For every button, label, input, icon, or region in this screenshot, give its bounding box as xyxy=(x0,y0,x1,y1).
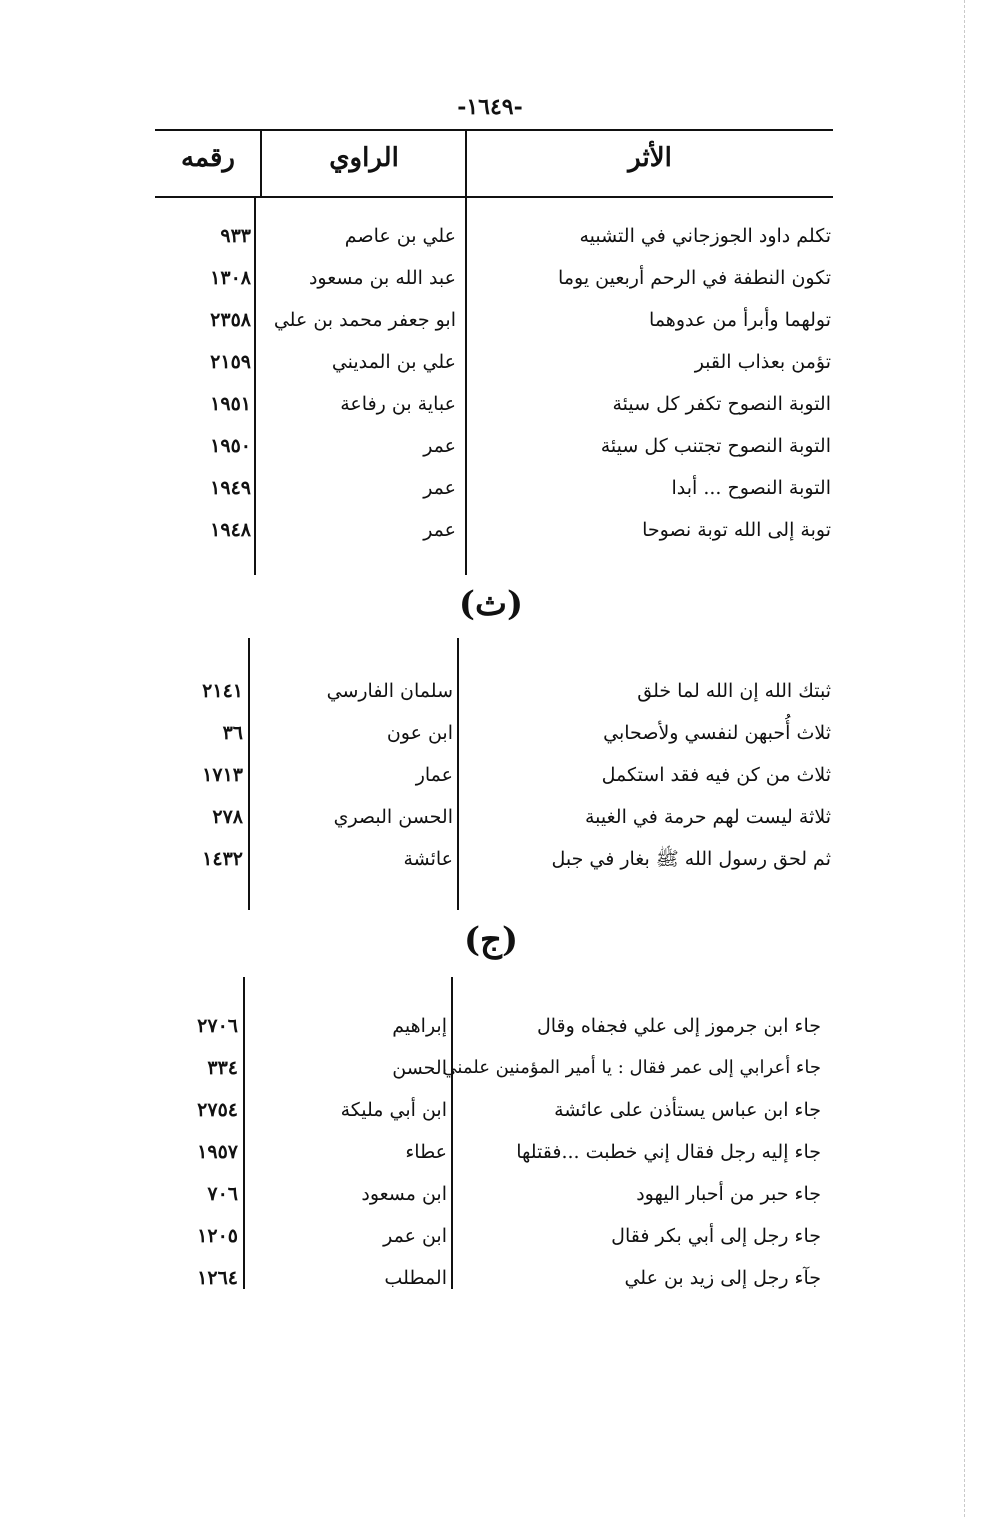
athar-text: جاء حبر من أحبار اليهود xyxy=(636,1183,821,1205)
header-number: رقمه xyxy=(181,143,235,173)
table-row xyxy=(0,1174,983,1214)
page-number: -١٦٤٩- xyxy=(457,94,523,120)
rawi-name: عمار xyxy=(415,764,453,786)
entry-number: ٢١٤١ xyxy=(202,680,243,702)
header-divider-1 xyxy=(465,129,467,197)
table-row xyxy=(0,384,983,424)
rawi-name: عبد الله بن مسعود xyxy=(308,267,456,289)
rawi-name: الحسن البصري xyxy=(333,806,453,828)
athar-text: ثلاث من كن فيه فقد استكمل xyxy=(601,764,831,786)
entry-number: ٧٠٦ xyxy=(207,1183,238,1205)
table-row xyxy=(0,216,983,256)
rawi-name: عمر xyxy=(423,519,456,541)
entry-number: ١٢٠٥ xyxy=(197,1225,238,1247)
rawi-name: الحسن xyxy=(392,1057,447,1079)
table-row xyxy=(0,713,983,753)
table-row xyxy=(0,755,983,795)
table-row xyxy=(0,468,983,508)
table-row xyxy=(0,510,983,550)
athar-text: ثم لحق رسول الله ﷺ بغار في جبل xyxy=(551,848,831,870)
table-row xyxy=(0,839,983,879)
section-letter-tha: (ث) xyxy=(458,584,524,624)
athar-text: ثلاث أُحبهن لنفسي ولأصحابي xyxy=(603,722,831,744)
entry-number: ١٣٠٨ xyxy=(210,267,251,289)
entry-number: ٢٣٥٨ xyxy=(210,309,251,331)
rawi-name: ابن عون xyxy=(386,722,453,744)
table-row xyxy=(0,258,983,298)
athar-text: التوبة النصوح تجتنب كل سيئة xyxy=(600,435,831,457)
athar-text: ثبتك الله إن الله لما خلق xyxy=(637,680,831,702)
athar-text: تؤمن بعذاب القبر xyxy=(694,351,831,373)
table-row xyxy=(0,1216,983,1256)
rawi-name: عطاء xyxy=(405,1141,447,1163)
rawi-name: ابو جعفر محمد بن علي xyxy=(273,309,456,331)
athar-text: جاء إليه رجل فقال إني خطبت ...فقتلها xyxy=(516,1141,821,1163)
rawi-name: عمر xyxy=(423,477,456,499)
athar-text: جاء أعرابي إلى عمر فقال : يا أمير المؤمنين علمني xyxy=(442,1057,821,1078)
entry-number: ٢١٥٩ xyxy=(210,351,251,373)
athar-text: جاء ابن جرموز إلى علي فجفاه وقال xyxy=(536,1015,821,1037)
rawi-name: ابن عمر xyxy=(383,1225,447,1247)
entry-number: ١٢٦٤ xyxy=(197,1267,238,1289)
athar-text: التوبة النصوح تكفر كل سيئة xyxy=(612,393,831,415)
entry-number: ١٩٥١ xyxy=(210,393,251,415)
entry-number: ٩٣٣ xyxy=(220,225,251,247)
entry-number: ٣٦ xyxy=(222,722,243,744)
rawi-name: سلمان الفارسي xyxy=(326,680,453,702)
table-row xyxy=(0,1090,983,1130)
rawi-name: عمر xyxy=(423,435,456,457)
table-row xyxy=(0,1132,983,1172)
table-row xyxy=(0,1258,983,1298)
rawi-name: علي بن المديني xyxy=(331,351,456,373)
rawi-name: عباية بن رفاعة xyxy=(340,393,456,415)
table-row xyxy=(0,300,983,340)
rawi-name: المطلب xyxy=(384,1267,447,1289)
athar-text: جاء ابن عباس يستأذن على عائشة xyxy=(554,1099,821,1121)
entry-number: ١٧١٣ xyxy=(202,764,243,786)
table-row xyxy=(0,1048,983,1088)
athar-text: تولهما وأبرأ من عدوهما xyxy=(649,309,831,331)
entry-number: ٣٣٤ xyxy=(207,1057,238,1079)
table-row xyxy=(0,1006,983,1046)
header-bottom-rule xyxy=(155,196,833,198)
athar-text: تكلم داود الجوزجاني في التشبيه xyxy=(579,225,831,247)
entry-number: ٢٧٠٦ xyxy=(197,1015,238,1037)
entry-number: ١٩٤٩ xyxy=(210,477,251,499)
section-letter-jim: (ج) xyxy=(463,920,519,960)
header-rawi: الراوي xyxy=(329,143,399,173)
rawi-name: إبراهيم xyxy=(392,1015,447,1037)
table-row xyxy=(0,426,983,466)
athar-text: ثلاثة ليست لهم حرمة في الغيبة xyxy=(584,806,831,828)
rawi-name: ابن مسعود xyxy=(361,1183,447,1205)
entry-number: ٢٧٥٤ xyxy=(197,1099,238,1121)
rawi-name: ابن أبي مليكة xyxy=(340,1099,447,1121)
header-divider-2 xyxy=(260,129,262,197)
rawi-name: علي بن عاصم xyxy=(344,225,456,247)
table-row xyxy=(0,342,983,382)
entry-number: ١٩٥٧ xyxy=(197,1141,238,1163)
header-top-rule xyxy=(155,129,833,131)
table-row xyxy=(0,671,983,711)
table-row xyxy=(0,797,983,837)
athar-text: جآء رجل إلى زيد بن علي xyxy=(624,1267,821,1289)
entry-number: ١٩٤٨ xyxy=(210,519,251,541)
rawi-name: عائشة xyxy=(403,848,453,870)
header-athar: الأثر xyxy=(628,143,672,173)
entry-number: ١٤٣٢ xyxy=(202,848,243,870)
athar-text: جاء رجل إلى أبي بكر فقال xyxy=(611,1225,821,1247)
athar-text: توبة إلى الله توبة نصوحا xyxy=(642,519,831,541)
athar-text: التوبة النصوح ... أبدا xyxy=(671,477,831,499)
athar-text: تكون النطفة في الرحم أربعين يوما xyxy=(558,267,831,289)
entry-number: ٢٧٨ xyxy=(212,806,243,828)
entry-number: ١٩٥٠ xyxy=(210,435,251,457)
